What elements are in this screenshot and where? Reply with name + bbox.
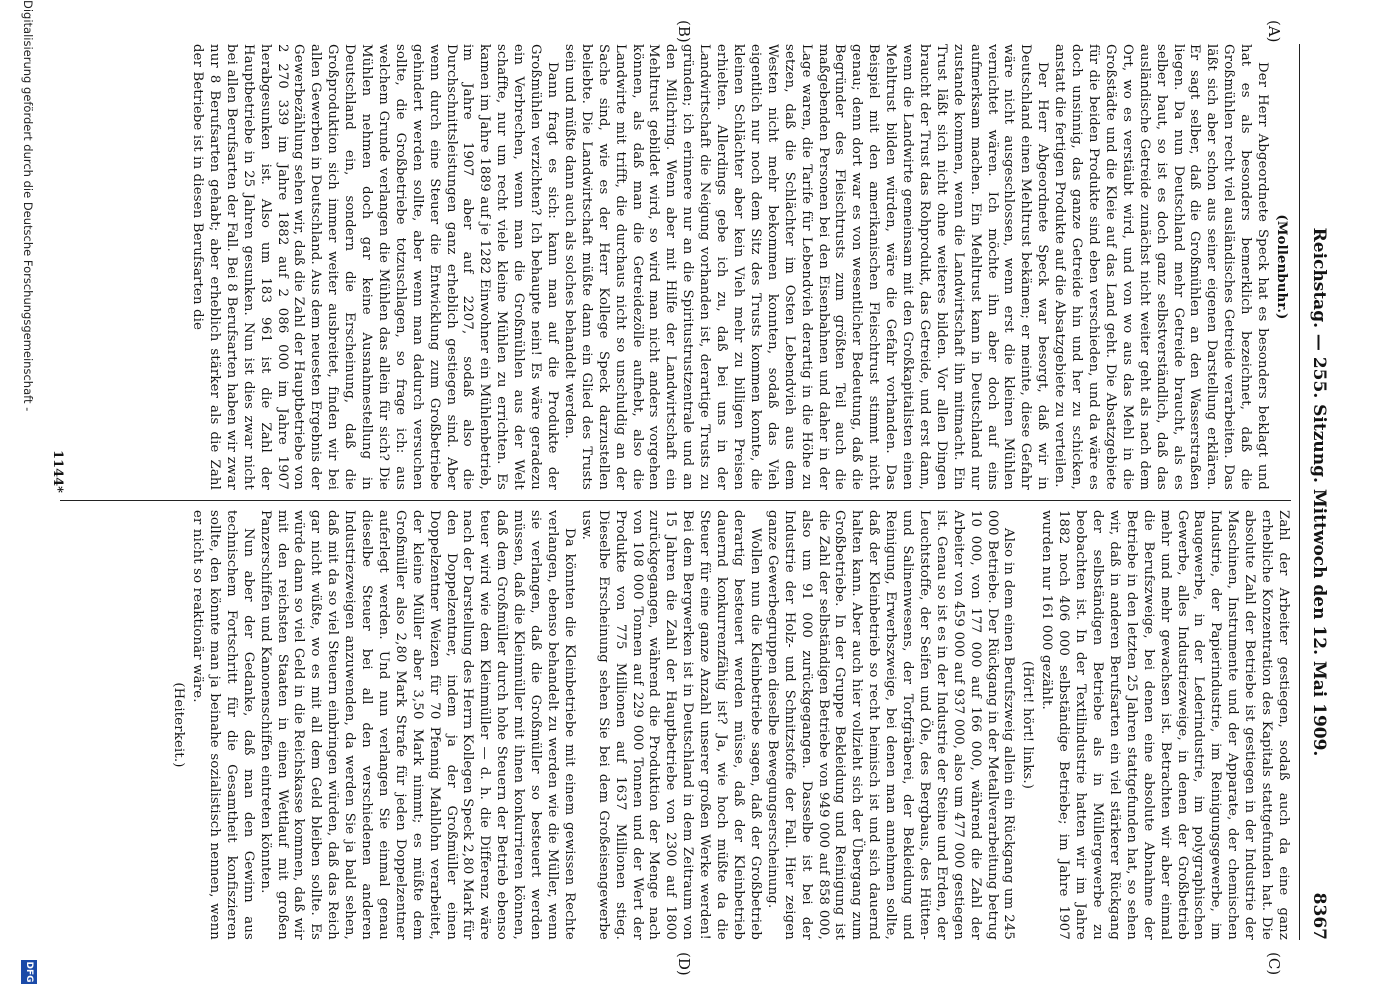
right-paragraph: Da könnten die Kleinbetriebe mit einem gewissen Rechte verlangen, ebenso behandelt zu werden wie die Müller, wenn sie verlangen, daß die Großmüller so besteuert werden müssen, daß die Kleinmüller mit ihnen konkurrieren können, daß dem Großmüller durch hohe Steuern der Betrieb ebenso teuer wird wie dem Kleinmüller — d. h. die Differenz wäre nach der Darstellung des Herrn Kollegen Speck 2,80 Mark für den Doppelzentner, indem ja der Großmüller einen Doppelzentner Weizen für 70 Pfennig Mahllohn verarbeitet, der kleine Müller aber 3,50 Mark nimmt; es müßte dem Großmüller also 2,80 Mark Strafe für jeden Doppelzentner auferlegt werden. Und nun verlangen Sie einmal genau dieselbe Steuer bei all den verschiedenen anderen Industriezweigen anzuwenden, da werden Sie ja bald sehen, daß mit da so viel Steuern einbringen würden, daß das Reich gar nicht wüßte, wo es mit all dem Geld bleiben sollte. Es würde dann so viel Geld in die Reichskasse kommen, daß wir mit den reichsten Staaten in einen Wettlauf mit großen Panzerschiffen und Kanonenschiffen eintreten könnten. (257, 510, 577, 940)
folio-number: 1144* (50, 450, 65, 493)
margin-marker-b: (B) (675, 20, 693, 43)
left-paragraph: Der Herr Abgeordnete Speck war besorgt, daß wir in Deutschland einen Mehltrust bekämen; er meinte, diese Gefahr wäre nicht ausgeschlossen, wenn erst die kleinen Mühlen vernichtet wären. Ich möchte ihn aber doch auf eins aufmerksam machen. Ein Mehltrust kann in Deutschland nur zustande kommen, wenn die Landwirtschaft ihn mitmacht. Ein Trust läßt sich nicht ohne weiteres bilden. Vor allen Dingen braucht der Trust das Rohprodukt, das Getreide, und erst dann, wenn die Landwirte gemeinsam mit den Großkapitalisten einen Mehltrust bilden würden, wäre die Gefahr vorhanden. Das Beispiel mit den amerikanischen Fleischtrust stimmt nicht genau; denn dort war es von wesentlicher Bedeutung, daß die Begründer des Fleischtrusts zum größten Teil auch die maßgebenden Personen bei den Eisenbahnen und daher in der Lage waren, die Tarife für Lebendvieh derartig in die Höhe zu setzen, daß die Schlächter im Osten Lebendvieh aus dem Westen nicht mehr bekommen konnten, sodaß das Vieh eigentlich nur noch dem Sitz des Trusts kommen konnte, die kleinen Schlächter aber kein Vieh mehr zu billigen Preisen erhielten. Allerdings gebe ich zu, daß bei uns in der Landwirtschaft die Neigung vorhanden ist, derartige Trusts zu gründen; ich erinnere nur an die Spiritustrustzentrale und an den Milchring. Wenn aber mit Hilfe der Landwirtschaft ein Mehltrust gebildet wird, so wird man nicht anders vorgehen können, als daß man die Getreidezölle aufhebt, also die Landwirte mit trifft, die durchaus nicht so unschuldig an der Sache sind, wie es der Herr Kollege Speck darzustellen beliebte. Die Landwirtschaft müßte dann ein Glied des Trusts sein und müßte dann auch als solches behandelt werden. (561, 44, 1051, 490)
left-paragraph: Dann fragt es sich: kann man auf die Produkte der Großmühlen verzichten? Ich behaupte nein! Es wäre geradezu ein Verbrechen, wenn man die Großmühlen aus der Welt schaffte, nur um recht viele kleine Mühlen zu errichten. Es kamen im Jahre 1889 auf je 1282 Einwohner ein Mühlenbetrieb, im Jahre 1907 aber auf 2207, sodaß also die Durchschnittsleistungen ganz erheblich gestiegen sind. Aber wenn durch eine Steuer die Entwicklung zum Großbetriebe gehindert werden sollte, aber wenn man dadurch versuchen sollte, die Großbetriebe totzuschlagen, so frage ich: aus welchem Grunde verlangen die Mühlen das allein für sich? Die Mühlen nehmen doch gar keine Ausnahmestellung in Deutschland ein, sondern die Erscheinung, daß die Großproduktion sich immer weiter ausbreitet, finden wir bei allen Gewerben in Deutschland. Aus dem neuesten Ergebnis der Gewerbezählung sehen wir, daß die Zahl der Hauptbetriebe von 2 270 339 im Jahre 1882 auf 2 086 000 im Jahre 1907 herabgesunken ist. Also um 183 961 ist die Zahl der Hauptbetriebe in 25 Jahren gesunken. Nun ist dies zwar nicht bei allen Berufsarten der Fall. Bei 8 Berufsarten haben wir zwar nur 8 Berufsarten gehabt; aber erheblich stärker als die Zahl der Betriebe ist in diesen Berufsarten die (190, 44, 561, 490)
credit-text: Digitalisierung gefördert durch die Deutsche Forschungsgemeinschaft - (21, 0, 35, 412)
margin-marker-d: (D) (675, 952, 693, 976)
speaker-label: (Mollenbuhr.) (1274, 214, 1289, 320)
right-paragraph: Wollen nun die Kleinbetriebe sagen, daß der Großbetrieb derartig besteuert werden müsse, daß der Kleinbetrieb dauernd konkurrenzfähig ist? Ja, wie hoch müßte da die Steuer für eine ganze Anzahl unserer großen Werke werden! Bei dem Bergwerken ist in Deutschland in dem Zeitraum von 15 Jahren die Zahl der Hauptbetriebe von 2300 auf 1800 zurückgegangen, während die Produktion der Menge nach von 108 000 Tonnen auf 229 000 Tonnen und der Wert der Produkte von 775 Millionen auf 1637 Millionen stieg. Dieselbe Erscheinung sehen Sie bei dem Großeisengewerbe usw. (578, 510, 763, 940)
right-paragraph: Nun aber der Gedanke, daß man den Gewinn aus technischem Fortschritt für die Gesamtheit konfiszieren sollte, den könnte man ja beinahe sozialistisch nennen, wenn er nicht so reaktionär wäre. (190, 510, 256, 940)
right-paragraph: Zahl der Arbeiter gestiegen, sodaß auch da eine ganz erhebliche Konzentration des Kapitals stattgefunden hat. Die absolute Zahl der Betriebe ist gestiegen in der Industrie der Maschinen, Instrumente und der Apparate, der chemischen Industrie, der Papierindustrie, im Reinigungsgewerbe, im Baugewerbe, in der Lederindustrie, im polygraphischen Gewerbe, alles Industriezweige, in denen der Großbetrieb mehr und mehr gewachsen ist. Betrachten wir aber einmal die Berufszweige, bei denen eine absolute Abnahme der Betriebe in den letzten 25 Jahren stattgefunden hat, so sehen wir, daß in anderen Berufsarten ein viel stärkerer Rückgang der selbständigen Betriebe als in Müllergewerbe zu beobachten ist. In der Textilindustrie hatten wir im Jahre 1882 noch 406 000 selbständige Betriebe; im Jahre 1907 wurden nur 161 000 gezählt. (1039, 510, 1291, 940)
dfg-logo: DFG (21, 960, 37, 984)
header-title: Reichstag. — 255. Sitzung. Mittwoch den 12. Mai 1909. (1309, 227, 1329, 757)
left-paragraph: Der Herr Abgeordnete Speck hat es besonders beklagt und hat es als besonders bemerklich bezeichnet, daß die Großmühlen recht viel ausländisches Getreide verarbeiten. Das läßt sich aber schon aus seiner eigenen Darstellung erklären. Er sagt selber, daß die Großmühlen an den Wasserstraßen liegen. Da nun Deutschland mehr Getreide braucht, als es selber baut, so ist es doch ganz selbstverständlich, daß das ausländische Getreide zunächst nicht weiter geht als nach dem Ort, wo es verstäubt wird, und von wo aus das Mehl in die Großstädte und die Kleie auf das Land geht. Die Absatzgebiete für die beiden Produkte sind eben verschieden, und da wäre es doch unsinnig, das ganze Getreide hin und her zu schicken, anstatt die fertigen Produkte auf die Absatzgebiete zu verteilen. (1052, 44, 1271, 490)
right-paragraph: Also in dem einen Berufszweig allein ein Rückgang um 245 000 Betriebe. Der Rückgang in der Metallverarbeitung betrug 10 000, von 177 000 auf 166 000, während die Zahl der Arbeiter von 459 000 auf 937 000, also um 477 000 gestiegen ist. Genau so ist es in der Industrie der Steine und Erden, der Leuchtstoffe, der Seifen und Öle, des Bergbaus, des Hütten- und Salinenwesens, der Torfgräberei, der Bekleidung und Reinigung, Erwerbszweige, bei denen man annehmen sollte, daß der Kleinbetrieb so recht heimisch ist und sich dauernd halten kann. Aber auch hier vollzieht sich der Übergang zum Großbetriebe. In der Gruppe Bekleidung und Reinigung ist die Zahl der selbständigen Betriebe von 949 000 auf 858 000, also um 91 000 zurückgegangen. Dasselbe ist bei der Industrie der Holz- und Schnitzstoffe der Fall. Hier zeigen ganze Gewerbegruppen dieselbe Bewegungserscheinung. (764, 510, 1017, 940)
margin-marker-c: (C) (1265, 952, 1283, 976)
margin-marker-a: (A) (1265, 20, 1283, 43)
interjection: (Hört! hört! links.) (1020, 660, 1036, 790)
header-page-number: 8367 (1309, 892, 1329, 940)
interjection: (Heiterkeit.) (171, 682, 187, 768)
